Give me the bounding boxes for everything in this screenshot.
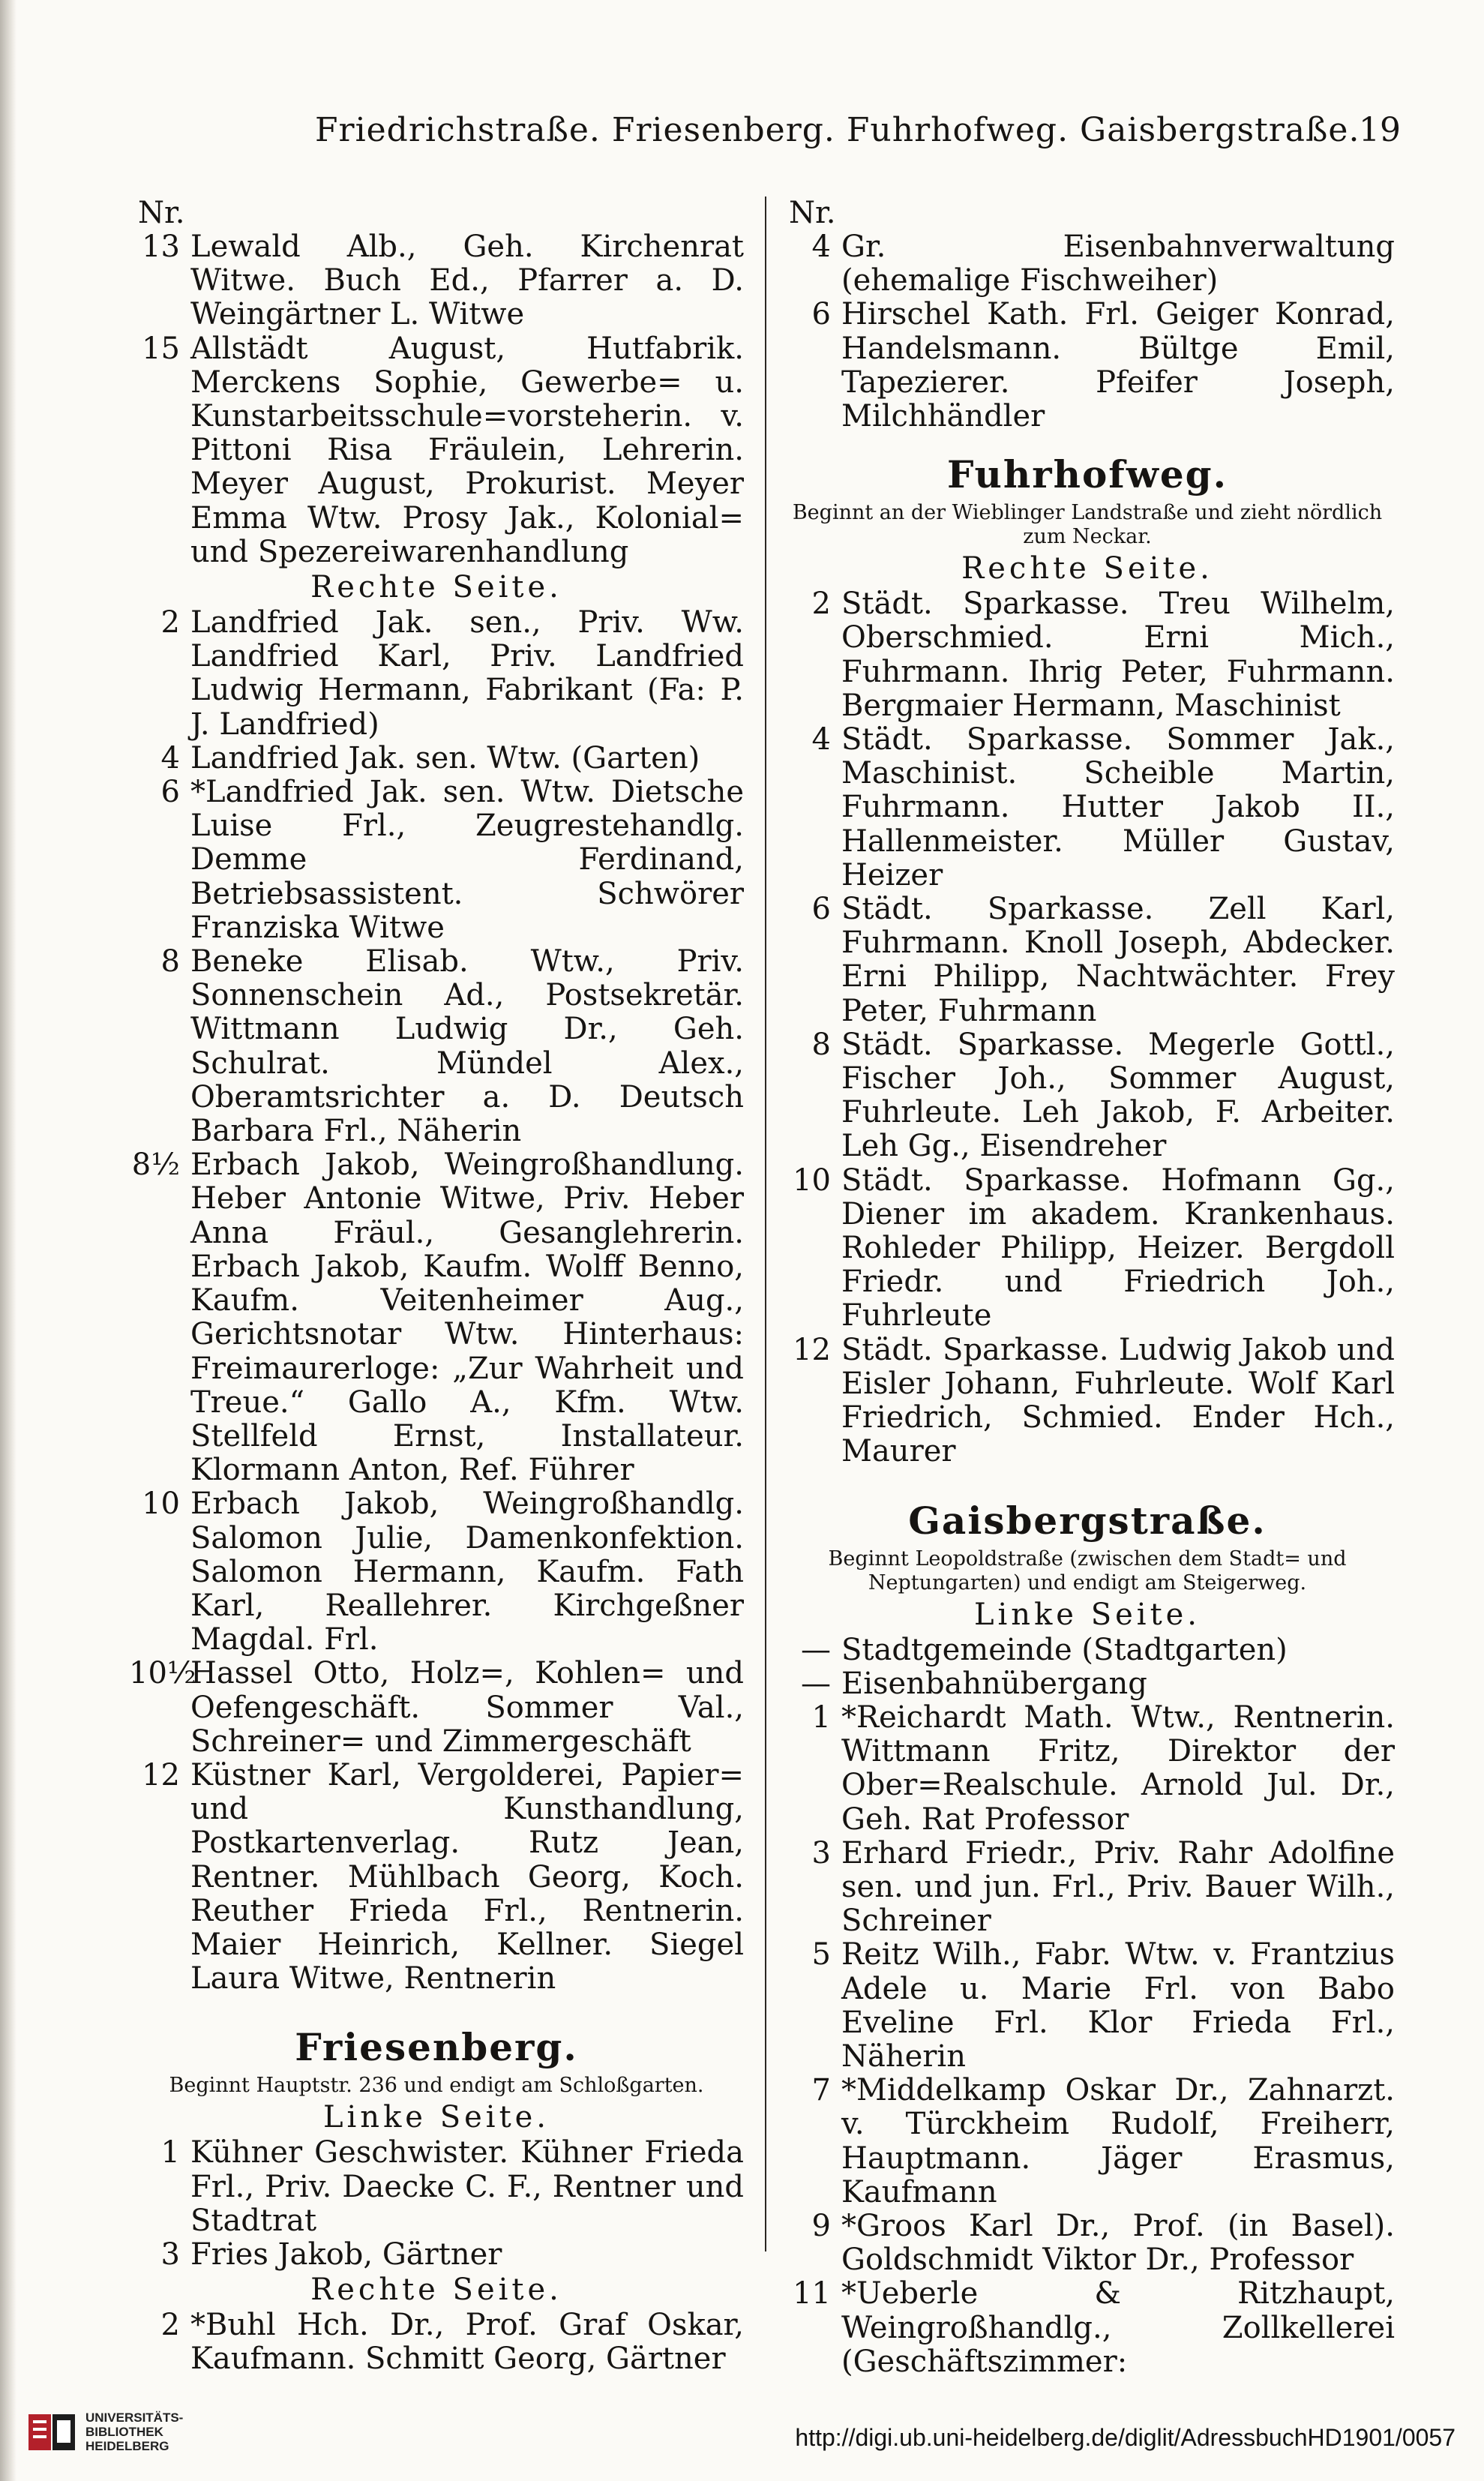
house-number: — [801, 1632, 831, 1667]
page-number: 19 [1359, 111, 1401, 149]
street-description: Beginnt Leopoldstraße (zwischen dem Stadt= und Neptungarten) und endigt am Steigerweg. [828, 1546, 1347, 1594]
entry-list [129, 230, 744, 569]
house-number: 15 [142, 331, 180, 366]
residents-text: Fries Jakob, Gärtner [190, 2236, 502, 2272]
residents-text: Hassel Otto, Holz=, Kohlen= und Oefengeschäft. Sommer Val., Schreiner= und Zimmergeschäft [190, 1656, 744, 1759]
page-edge [0, 0, 16, 2481]
street-heading: Fuhrhofweg. [946, 452, 1228, 497]
residents-text: Lewald Alb., Geh. Kirchenrat Witwe. Buch Ed., Pfarrer a. D. Weingärtner L. Witwe [190, 230, 744, 332]
house-number: 6 [160, 775, 180, 810]
library-name [85, 2410, 183, 2453]
house-number: 13 [142, 230, 180, 264]
house-number: 1 [160, 2135, 180, 2170]
residents-text: Städt. Sparkasse. Hofmann Gg., Diener im akadem. Krankenhaus. Rohleder Philipp, Heizer. Bergdoll Friedr. und Friedrich Joh., Fuhrleute [841, 1162, 1395, 1334]
nr-label: Nr. [138, 196, 185, 230]
house-number: 10 [793, 1162, 831, 1198]
directory-entry [780, 892, 1395, 1028]
left-column [129, 196, 744, 2377]
directory-entry [129, 606, 744, 742]
entry-list [780, 587, 1395, 1468]
directory-entry [780, 2074, 1395, 2210]
entry-list [129, 606, 744, 1996]
residents-text: Städt. Sparkasse. Zell Karl, Fuhrmann. Knoll Joseph, Abdecker. Erni Philipp, Nachtwächter. Frey Peter, Fuhrmann [841, 892, 1395, 1028]
directory-entry [780, 2277, 1395, 2379]
residents-text: *Ueberle & Ritzhaupt, Weingroßhandlg., Zollkellerei (Geschäftszimmer: [841, 2276, 1395, 2379]
directory-entry [129, 230, 744, 332]
residents-text: Landfried Jak. sen. Wtw. (Garten) [190, 740, 700, 776]
running-head: Friedrichstraße. Friesenberg. Fuhrhofweg. Gaisbergstraße. [315, 111, 1360, 149]
residents-text: Hirschel Kath. Frl. Geiger Konrad, Handelsmann. Bültge Emil, Tapezierer. Pfeifer Joseph, Milchhändler [841, 297, 1395, 434]
residents-text: Landfried Jak. sen., Priv. Ww. Landfried Karl, Priv. Landfried Ludwig Hermann, Fabrikant (Fa: P. J. Landfried) [190, 605, 744, 742]
library-name-line: BIBLIOTHEK [85, 2425, 163, 2439]
house-number: 10½ [129, 1656, 196, 1691]
directory-entry [129, 1759, 744, 1996]
street-description: Beginnt Hauptstr. 236 und endigt am Schloßgarten. [169, 2074, 704, 2098]
house-number: 4 [811, 230, 831, 264]
directory-entry [129, 2136, 744, 2238]
directory-entry [780, 1164, 1395, 1334]
directory-entry [129, 945, 744, 1148]
directory-entry [780, 230, 1395, 298]
directory-entry [780, 1028, 1395, 1164]
residents-text: Erhard Friedr., Priv. Rahr Adolfine sen. und jun. Frl., Priv. Bauer Wilh., Schreiner [841, 1835, 1395, 1939]
entry-list [129, 2308, 744, 2376]
residents-text: *Reichardt Math. Wtw., Rentnerin. Wittmann Fritz, Direktor der Ober=Realschule. Arnold Jul. Dr., Geh. Rat Professor [841, 1700, 1395, 1837]
directory-entry [780, 2210, 1395, 2277]
house-number: — [801, 1666, 831, 1701]
house-number: 1 [811, 1700, 831, 1735]
street-heading: Friesenberg. [295, 2025, 578, 2070]
house-number: 2 [160, 605, 180, 640]
directory-entry [129, 332, 744, 569]
directory-entry [129, 1487, 744, 1657]
street-heading: Gaisbergstraße. [908, 1498, 1267, 1543]
directory-entry [780, 298, 1395, 434]
residents-text: Städt. Sparkasse. Sommer Jak., Maschinist. Scheible Martin, Fuhrmann. Hutter Jakob II., Hallenmeister. Müller Gustav, Heizer [841, 722, 1395, 892]
residents-text: Städt. Sparkasse. Ludwig Jakob und Eisler Johann, Fuhrleute. Wolf Karl Friedrich, Schmied. Ender Hch., Maurer [841, 1332, 1395, 1469]
side-label: Rechte Seite. [310, 2272, 562, 2308]
residents-text: Reitz Wilh., Fabr. Wtw. v. Frantzius Adele u. Marie Frl. von Babo Eveline Frl. Klor Frieda Frl., Näherin [841, 1937, 1395, 2074]
house-number: 8 [811, 1027, 831, 1062]
directory-entry [780, 1667, 1395, 1701]
house-number: 4 [160, 740, 180, 776]
residents-text: Erbach Jakob, Weingroßhandlg. Salomon Julie, Damenkonfektion. Salomon Hermann, Kaufm. Fath Karl, Reallehrer. Kirchgeßner Magdal. Frl. [190, 1486, 744, 1658]
entry-list [780, 1634, 1395, 2379]
residents-text: Kühner Geschwister. Kühner Frieda Frl., Priv. Daecke C. F., Rentner und Stadtrat [190, 2135, 744, 2238]
directory-entry [129, 1657, 744, 1759]
side-label: Rechte Seite. [310, 570, 562, 605]
library-logo-icon [27, 2411, 76, 2453]
directory-entry [780, 1837, 1395, 1939]
house-number: 10 [142, 1486, 180, 1522]
residents-text: *Buhl Hch. Dr., Prof. Graf Oskar, Kaufmann. Schmitt Georg, Gärtner [190, 2308, 744, 2377]
house-number: 8 [160, 944, 180, 980]
side-label: Linke Seite. [322, 2100, 550, 2135]
residents-text: Gr. Eisenbahnverwaltung (ehemalige Fischweiher) [841, 230, 1395, 298]
residents-text: Eisenbahnübergang [841, 1666, 1147, 1701]
directory-entry [780, 587, 1395, 723]
directory-entry [129, 2238, 744, 2272]
house-number: 4 [811, 722, 831, 758]
street-description: Beginnt an der Wieblinger Landstraße und zieht nördlich zum Neckar. [792, 501, 1383, 549]
residents-text: Allstädt August, Hutfabrik. Merckens Sophie, Gewerbe= u. Kunstarbeitsschule=vorsteherin. v. Pittoni Risa Fräulein, Lehrerin. Meyer August, Prokurist. Meyer Emma Wtw. Prosy Jak., Kolonial= und Spezereiwarenhandlung [190, 331, 744, 569]
house-number: 6 [811, 892, 831, 927]
column-divider [765, 196, 766, 2252]
residents-text: Küstner Karl, Vergolderei, Papier= und Kunsthandlung, Postkartenverlag. Rutz Jean, Rentner. Mühlbach Georg, Koch. Reuther Frieda Frl., Rentnerin. Maier Heinrich, Kellner. Siegel Laura Witwe, Rentnerin [190, 1757, 744, 1996]
house-number: 3 [160, 2236, 180, 2272]
house-number: 11 [793, 2276, 831, 2312]
entry-list [780, 230, 1395, 434]
directory-entry [780, 1334, 1395, 1469]
side-label: Rechte Seite. [961, 551, 1213, 586]
house-number: 9 [811, 2208, 831, 2243]
directory-entry [780, 723, 1395, 892]
house-number: 2 [160, 2308, 180, 2343]
directory-entry [129, 776, 744, 945]
house-number: 8½ [131, 1148, 180, 1183]
residents-text: *Middelkamp Oskar Dr., Zahnarzt. v. Türckheim Rudolf, Freiherr, Hauptmann. Jäger Erasmus, Kaufmann [841, 2073, 1395, 2210]
side-label: Linke Seite. [973, 1597, 1201, 1632]
source-url-link[interactable]: http://digi.ub.uni-heidelberg.de/diglit/AdressbuchHD1901/0057 [795, 2424, 1456, 2451]
residents-text: *Groos Karl Dr., Prof. (in Basel). Goldschmidt Viktor Dr., Professor [841, 2208, 1395, 2278]
directory-entry [129, 1148, 744, 1487]
house-number: 3 [811, 1835, 831, 1870]
right-column [780, 196, 1395, 2379]
library-name-line: HEIDELBERG [85, 2439, 169, 2453]
house-number: 12 [142, 1757, 180, 1792]
directory-entry [780, 1634, 1395, 1667]
entry-list [129, 2136, 744, 2272]
residents-text: Erbach Jakob, Weingroßhandlung. Heber Antonie Witwe, Priv. Heber Anna Fräul., Gesanglehrerin. Erbach Jakob, Kaufm. Wolff Benno, Kaufm. Veitenheimer Aug., Gerichtsnotar Wtw. Hinterhaus: Freimaurerloge: „Zur Wahrheit und Treue.“ Gallo A., Kfm. Wtw. Stellfeld Ernst, Installateur. Klormann Anton, Ref. Führer [190, 1148, 744, 1488]
house-number: 5 [811, 1937, 831, 1972]
residents-text: Stadtgemeinde (Stadtgarten) [841, 1632, 1288, 1667]
house-number: 7 [811, 2073, 831, 2108]
house-number: 6 [811, 297, 831, 332]
residents-text: Städt. Sparkasse. Treu Wilhelm, Oberschmied. Erni Mich., Fuhrmann. Ihrig Peter, Fuhrmann. Bergmaier Hermann, Maschinist [841, 586, 1395, 723]
directory-entry [129, 742, 744, 776]
house-number: 2 [811, 586, 831, 622]
residents-text: Städt. Sparkasse. Megerle Gottl., Fischer Joh., Sommer August, Fuhrleute. Leh Jakob, F. Arbeiter. Leh Gg., Eisendreher [841, 1027, 1395, 1164]
directory-entry [129, 2308, 744, 2376]
directory-entry [780, 1701, 1395, 1837]
residents-text: *Landfried Jak. sen. Wtw. Dietsche Luise Frl., Zeugrestehandlg. Demme Ferdinand, Betriebsassistent. Schwörer Franziska Witwe [190, 775, 744, 945]
library-name-line: UNIVERSITÄTS- [85, 2410, 184, 2425]
residents-text: Beneke Elisab. Wtw., Priv. Sonnenschein Ad., Postsekretär. Wittmann Ludwig Dr., Geh. Schulrat. Mündel Alex., Oberamtsrichter a. D. Deutsch Barbara Frl., Näherin [190, 944, 744, 1149]
nr-label: Nr. [789, 196, 836, 230]
house-number: 12 [793, 1332, 831, 1367]
directory-entry [780, 1938, 1395, 2074]
library-logo [27, 2410, 183, 2453]
